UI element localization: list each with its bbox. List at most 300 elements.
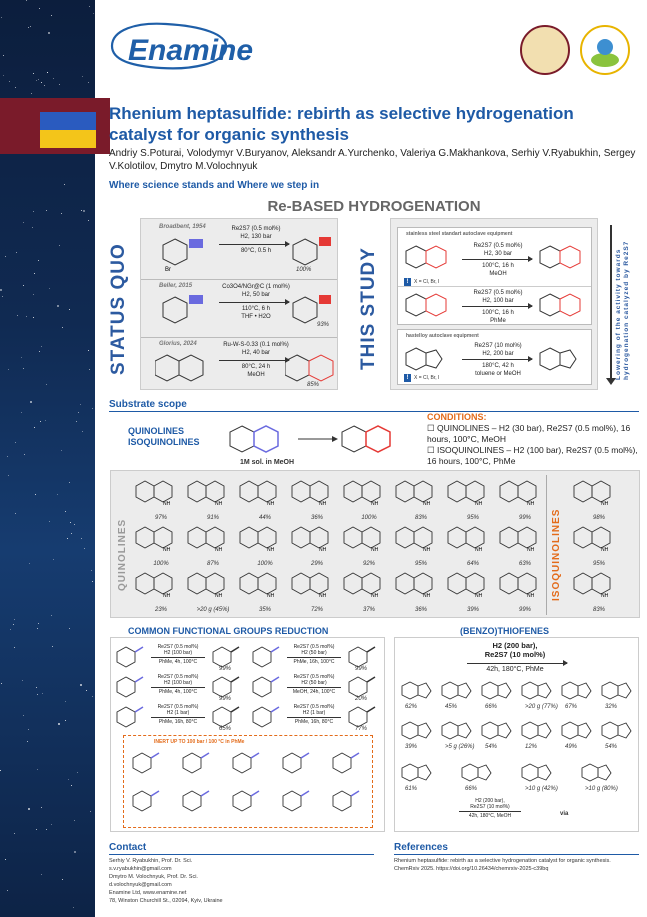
- star: [41, 346, 42, 347]
- star: [67, 538, 68, 539]
- yield-label: 99%: [518, 515, 531, 521]
- star: [35, 494, 36, 495]
- substrate-cell: [187, 477, 239, 521]
- inert-molecule-structure: [281, 750, 311, 781]
- star: [7, 456, 8, 457]
- star: [21, 412, 22, 413]
- star: [45, 420, 46, 421]
- star: [57, 494, 58, 495]
- institute-leaf-icon: [582, 27, 628, 73]
- fg-conditions: Re2S7 (0.5 mol%) H2 (100 bar) PhMe, 4h, 100°C: [147, 674, 209, 695]
- reference-doi[interactable]: ChemRxiv 2025. https://doi.org/10.26434/chemrxiv-2025-c39bq: [394, 866, 549, 872]
- glorius-conditions: Ru-W-S-0.33 (0.1 mol%) H2, 40 bar: [223, 342, 289, 356]
- fg-substrate-structure: [115, 674, 145, 705]
- star: [38, 260, 39, 261]
- star: [80, 404, 81, 405]
- substrate-cell: [499, 523, 551, 567]
- yield-label: 100%: [361, 515, 377, 521]
- star: [82, 431, 83, 432]
- fg-conditions: Re2S7 (0.5 mol%) H2 (1 bar) PhMe, 16h, 80°C: [147, 704, 209, 725]
- thiophene-product-structure: [441, 720, 473, 747]
- star: [70, 522, 71, 523]
- thiophene-yield: 62%: [405, 704, 418, 710]
- contact-email[interactable]: s.v.ryabukhin@gmail.com: [109, 866, 172, 872]
- yield-label: 95%: [466, 515, 479, 521]
- star: [17, 315, 18, 316]
- svg-text:NH: NH: [371, 593, 379, 599]
- substrate-cell: [499, 569, 551, 613]
- star: [38, 79, 39, 80]
- svg-text:NH: NH: [371, 501, 379, 507]
- thiophene-product-structure: [401, 680, 433, 707]
- inert-molecule-structure: [281, 788, 311, 819]
- isoquinolines-heading: ISOQUINOLINES: [128, 437, 200, 447]
- yield-label: 91%: [206, 515, 219, 521]
- inert-molecule-structure: [181, 788, 211, 819]
- reaction-arrow: [219, 244, 289, 245]
- inert-molecule-structure: [131, 750, 161, 781]
- yield-label: 63%: [518, 561, 531, 567]
- substrate-cell: [447, 523, 499, 567]
- star: [74, 851, 76, 853]
- star: [62, 879, 63, 880]
- star: [23, 368, 24, 369]
- svg-text:NH: NH: [215, 593, 223, 599]
- star: [38, 623, 39, 624]
- nitroarene-structure: [159, 233, 207, 273]
- substrate-cell: [447, 477, 499, 521]
- fg-yield: 99%: [355, 666, 368, 672]
- thiophene-yield: >20 g (77%): [525, 704, 558, 710]
- fg-yield: 77%: [355, 726, 368, 732]
- star: [13, 624, 14, 625]
- reference-title: Rhenium heptasulfide: rebirth as a selective hydrogenation catalyst for organic synthesis.: [394, 858, 611, 864]
- contact-website[interactable]: Enamine Ltd, www.enamine.net: [109, 890, 187, 896]
- fg-substrate-structure: [115, 644, 145, 675]
- star: [41, 82, 42, 83]
- fg-substrate-2-structure: [251, 644, 281, 675]
- star: [71, 785, 72, 786]
- thiophene-product-structure: [581, 762, 613, 789]
- logo-text: Enamine: [128, 34, 254, 67]
- substrate-scope-grid: [110, 470, 640, 618]
- star: [69, 628, 70, 629]
- star: [0, 770, 1, 771]
- star: [42, 693, 43, 694]
- fg-yield: 20%: [355, 696, 368, 702]
- star: [86, 690, 87, 691]
- star: [48, 32, 50, 34]
- thiophene-yield: >10 g (80%): [585, 786, 618, 792]
- star: [61, 450, 62, 451]
- star: [36, 80, 37, 81]
- thiophene-product-structure: [521, 720, 553, 747]
- thiophenes-title: (BENZO)THIOFENES: [460, 626, 549, 636]
- conditions-list: [427, 423, 639, 467]
- thiophene-product-structure: [601, 680, 633, 707]
- thiophene-yield: 66%: [465, 786, 478, 792]
- dihydrobenzothiophene-product: [538, 344, 588, 374]
- contact-block: [109, 857, 374, 905]
- substrate-cell: [239, 523, 291, 567]
- beller-conditions: Co3O4/NGr@C (1 mol%) H2, 50 bar: [222, 284, 290, 298]
- this-study-box: [390, 218, 598, 390]
- svg-text:NH: NH: [527, 593, 535, 599]
- thiophene-yield: 61%: [405, 786, 418, 792]
- star: [81, 210, 82, 211]
- star: [52, 646, 53, 647]
- quinoline-structure: [155, 349, 211, 387]
- thiophene-yield: 54%: [485, 744, 498, 750]
- thiophene-yield: 12%: [525, 744, 538, 750]
- substrate-scope-title: Substrate scope: [109, 399, 187, 410]
- star: [69, 309, 70, 310]
- star: [73, 907, 74, 908]
- star: [92, 581, 93, 582]
- star: [59, 245, 60, 246]
- star: [83, 210, 85, 212]
- conditions-title: CONDITIONS:: [427, 412, 487, 422]
- star: [31, 93, 32, 94]
- section-header: Re-BASED HYDROGENATION: [267, 198, 481, 215]
- star: [23, 285, 24, 286]
- svg-text:NH: NH: [475, 501, 483, 507]
- tetrahydroisoquinoline-product: [538, 290, 588, 322]
- substrate-cell: [343, 523, 395, 567]
- star: [46, 384, 47, 385]
- star: [40, 421, 41, 422]
- star: [51, 15, 52, 16]
- star: [77, 772, 78, 773]
- ukraine-flag: [40, 112, 96, 148]
- star: [58, 723, 60, 725]
- star: [74, 820, 75, 821]
- fg-substrate-structure: [115, 704, 145, 735]
- tetrahydroquinoline-product: [538, 242, 588, 274]
- nitro-dihaloarene-structure: [159, 291, 207, 331]
- star: [29, 563, 30, 564]
- substrate-cell: [135, 523, 187, 567]
- institute-seal: [580, 25, 630, 75]
- haloisoquinoline-structure: [404, 290, 454, 322]
- star: [33, 73, 34, 74]
- star: [36, 829, 37, 830]
- star: [46, 829, 47, 830]
- star: [24, 454, 25, 455]
- substrate-cell: [187, 569, 239, 613]
- yield-label: 29%: [310, 561, 323, 567]
- status-quo-box: Broadbent, 1954 Br Re2S7 (0.5 mol%) H2, 130 bar 80°C, 0.5 h 100% Beller, 2015 Co3O4/NGr@C (1 mol%) H2, 50 bar 110°C, 6 h THF • H2O 93% Glorius, 2024 Ru-W-S-0.33 (0.1 mol%) H2, 40 bar 80°C, 24 h MeOH 85%: [140, 218, 338, 390]
- star: [84, 548, 85, 549]
- star: [53, 559, 54, 560]
- thiophene-product-structure: [481, 680, 513, 707]
- star: [22, 680, 23, 681]
- star: [30, 26, 31, 27]
- svg-text:NH: NH: [423, 593, 431, 599]
- svg-text:NH: NH: [267, 501, 275, 507]
- grid-isoquinolines-label: ISOQUINOLINES: [551, 508, 562, 601]
- star: [71, 533, 72, 534]
- grid-quinolines-label: QUINOLINES: [117, 518, 128, 591]
- star: [7, 890, 8, 891]
- yield-label: 100%: [257, 561, 273, 567]
- star: [69, 482, 70, 483]
- condition-quinolines: ☐ QUINOLINES – H2 (30 bar), Re2S7 (0.5 mol%), 16 hours, 100°C, MeOH: [427, 423, 631, 444]
- yield-label: 23%: [154, 607, 167, 613]
- substrate-cell: [447, 569, 499, 613]
- thiophene-product-structure: [401, 762, 433, 789]
- star: [88, 350, 89, 351]
- star: [16, 252, 17, 253]
- star: [14, 619, 15, 620]
- substrate-cell: [499, 477, 551, 521]
- steel-autoclave-panel: stainless steel standart autoclave equipment Re2S7 (0.5 mol%) H2, 30 bar 100°C, 16 h MeOH ! X = Cl, Br, I Re2S7 (0.5 mol%) H2, 100 bar 100°C, 16 h PhMe: [397, 227, 592, 325]
- fg-reduction-title: COMMON FUNCTIONAL GROUPS REDUCTION: [128, 626, 329, 636]
- substrate-cell: [187, 523, 239, 567]
- star: [65, 511, 66, 512]
- star: [89, 369, 90, 370]
- substrate-cell: [291, 523, 343, 567]
- quinolines-heading: QUINOLINES: [128, 426, 185, 436]
- star: [47, 72, 48, 73]
- star: [78, 412, 79, 413]
- yield-label: 83%: [592, 607, 605, 613]
- star: [59, 84, 60, 85]
- star: [80, 684, 82, 686]
- star: [92, 408, 93, 409]
- ref-beller: Beller, 2015: [159, 283, 193, 289]
- svg-text:NH: NH: [423, 501, 431, 507]
- star: [74, 524, 75, 525]
- haloquinoline-structure: [404, 242, 454, 274]
- thiophene-product-structure: [441, 680, 473, 707]
- yield-label: 97%: [154, 515, 167, 521]
- thiophene-yield: 67%: [565, 704, 578, 710]
- star: [81, 538, 82, 539]
- substrate-cell: [395, 569, 447, 613]
- contact-line: Dmytro M. Volochnyuk, Prof. Dr. Sci.: [109, 874, 198, 880]
- inert-molecule-structure: [181, 750, 211, 781]
- thiophene-product-structure: [521, 680, 553, 707]
- references-block: [394, 857, 639, 873]
- yield-label: 36%: [310, 515, 323, 521]
- star: [36, 687, 37, 688]
- star: [30, 401, 32, 403]
- thiophene-product-structure: [401, 720, 433, 747]
- inert-molecule-structure: [231, 750, 261, 781]
- star: [49, 288, 50, 289]
- yield-label: 39%: [466, 607, 479, 613]
- thiophene-yield: 54%: [605, 744, 618, 750]
- svg-text:NH: NH: [267, 593, 275, 599]
- star: [46, 210, 47, 211]
- star: [28, 27, 29, 28]
- star: [41, 807, 42, 808]
- references-title: References: [394, 842, 448, 853]
- star: [49, 521, 50, 522]
- star: [33, 294, 34, 295]
- yield-label: 95%: [592, 561, 605, 567]
- yield-label: 87%: [206, 561, 219, 567]
- svg-text:NH: NH: [163, 501, 171, 507]
- star: [91, 570, 92, 571]
- star: [14, 833, 15, 834]
- star: [1, 17, 2, 18]
- via-label: via: [560, 811, 569, 817]
- substrate-cell: [239, 477, 291, 521]
- yield-label: 95%: [414, 561, 427, 567]
- ref-glorius: Glorius, 2024: [159, 341, 197, 347]
- star: [51, 615, 52, 616]
- star: [41, 874, 42, 875]
- star: [32, 227, 33, 228]
- yield-label: 36%: [414, 607, 427, 613]
- thiophene-product-structure: [481, 720, 513, 747]
- svg-text:NH: NH: [319, 547, 327, 553]
- inert-molecule-structure: [231, 788, 261, 819]
- contact-email[interactable]: d.volochnyuk@gmail.com: [109, 882, 172, 888]
- star: [26, 316, 27, 317]
- star: [57, 305, 59, 307]
- yield-label: 83%: [414, 515, 427, 521]
- star: [5, 256, 6, 257]
- thiophenes-box: H2 (200 bar), Re2S7 (10 mol%) 42h, 180°C, PhMe 62% 45% 66% >20 g (77%) 67% 32% 39% >5 g (26%) 54% 12% 49% 54% 61% 66% >10 g (42%) >10 g (80%) H2 (200 bar), Re2S7 (10 mol%) 42h, 180°C, MeOH via: [394, 637, 639, 832]
- svg-text:NH: NH: [601, 501, 609, 507]
- ref-broadbent: Broadbent, 1954: [159, 224, 206, 230]
- star: [8, 369, 9, 370]
- fg-conditions: Re2S7 (0.5 mol%) H2 (100 bar) PhMe, 4h, 100°C: [147, 644, 209, 665]
- star: [88, 82, 89, 83]
- star: [8, 475, 9, 476]
- svg-text:NH: NH: [215, 547, 223, 553]
- activity-label: Lowering of the activity towards hydrogenation catalyzed by Re2S7: [615, 240, 630, 380]
- star: [2, 296, 3, 297]
- yield-label: 72%: [310, 607, 323, 613]
- yield-label: 99%: [518, 607, 531, 613]
- isoquinoline-cell: [573, 477, 625, 521]
- svg-text:NH: NH: [527, 501, 535, 507]
- inert-molecule-structure: [331, 750, 361, 781]
- star: [34, 273, 35, 274]
- fg-substrate-2-structure: [251, 674, 281, 705]
- svg-text:NH: NH: [163, 547, 171, 553]
- star: [26, 0, 27, 1]
- substrate-cell: [291, 477, 343, 521]
- substrate-cell: [239, 569, 291, 613]
- fg-conditions: Re2S7 (0.5 mol%) H2 (1 bar) PhMe, 16h, 80°C: [283, 704, 345, 725]
- star: [64, 184, 65, 185]
- star: [27, 741, 28, 742]
- inert-note: INERT UP TO 100 bar / 100 °C in PhMe: [154, 739, 245, 745]
- svg-text:NH: NH: [163, 593, 171, 599]
- contact-title: Contact: [109, 842, 147, 853]
- star: [39, 351, 40, 352]
- svg-text:NH: NH: [475, 593, 483, 599]
- star: [37, 769, 38, 770]
- thiophene-product-structure: [601, 720, 633, 747]
- thiophene-yield: 39%: [405, 744, 418, 750]
- star: [15, 513, 16, 514]
- star: [23, 715, 24, 716]
- status-quo-label: STATUS QUO: [108, 243, 129, 375]
- warning-icon: !: [404, 374, 411, 382]
- thiophene-yield: 32%: [605, 704, 618, 710]
- star: [10, 629, 11, 630]
- yield-label: 35%: [258, 607, 271, 613]
- thiophene-product-structure: [521, 762, 553, 789]
- svg-text:Br: Br: [165, 267, 171, 273]
- fg-substrate-2-structure: [251, 704, 281, 735]
- svg-text:NH: NH: [215, 501, 223, 507]
- substrate-cell: [395, 477, 447, 521]
- solvent-note: 1M sol. in MeOH: [240, 459, 295, 466]
- yield-label: >20 g (45%): [196, 607, 230, 613]
- star: [0, 289, 2, 291]
- svg-text:NH: NH: [319, 593, 327, 599]
- svg-text:NH: NH: [601, 593, 609, 599]
- substrate-cell: [395, 523, 447, 567]
- star: [93, 13, 94, 14]
- star: [15, 442, 16, 443]
- star: [76, 421, 77, 422]
- star: [62, 327, 63, 328]
- star: [33, 211, 34, 212]
- yield-label: 44%: [258, 515, 271, 521]
- yield-label: 64%: [466, 561, 479, 567]
- warning-icon: !: [404, 278, 411, 286]
- star: [61, 213, 62, 214]
- fg-reduction-box: [110, 637, 385, 832]
- isoquinoline-cell: [573, 523, 625, 567]
- star: [88, 220, 89, 221]
- benzothiophene-structure: [404, 344, 454, 374]
- inert-molecule-structure: [331, 788, 361, 819]
- thiophene-product-structure: [561, 720, 593, 747]
- dihaloaniline-structure: [289, 291, 337, 331]
- this-study-label: THIS STUDY: [358, 247, 379, 370]
- star: [68, 779, 69, 780]
- thiophene-yield: 49%: [565, 744, 578, 750]
- svg-text:NH: NH: [475, 547, 483, 553]
- thiophene-product-structure: [561, 680, 593, 707]
- star: [34, 427, 35, 428]
- svg-text:NH: NH: [319, 501, 327, 507]
- star: [3, 55, 4, 56]
- substrate-cell: [291, 569, 343, 613]
- poster-title: Rhenium heptasulfide: rebirth as selective hydrogenation catalyst for organic synthesis: [109, 104, 574, 144]
- star: [14, 647, 15, 648]
- thiophene-yield: >10 g (42%): [525, 786, 558, 792]
- inert-molecule-structure: [131, 788, 161, 819]
- star: [5, 859, 6, 860]
- star: [82, 76, 83, 77]
- authors: Andriy S.Poturai, Volodymyr V.Buryanov, Aleksandr A.Yurchenko, Valeriya G.Makhankova, Serhiy V.Ryabukhin, Sergey V.Kolotilov, Dmytro M.Volochnyuk: [109, 148, 636, 172]
- star: [1, 683, 2, 684]
- tagline: Where science stands and Where we step in: [109, 180, 320, 191]
- substrate-cell: [343, 569, 395, 613]
- star: [3, 75, 4, 76]
- thiophene-last-conditions: H2 (200 bar), Re2S7 (10 mol%) 42h, 180°C, MeOH: [455, 798, 525, 819]
- svg-text:NH: NH: [267, 547, 275, 553]
- substrate-cell: [135, 569, 187, 613]
- star: [21, 357, 22, 358]
- star: [92, 696, 93, 697]
- star: [90, 811, 91, 812]
- yield-label: 98%: [592, 515, 605, 521]
- star: [28, 729, 29, 730]
- star: [28, 808, 30, 810]
- yield-label: 100%: [153, 561, 169, 567]
